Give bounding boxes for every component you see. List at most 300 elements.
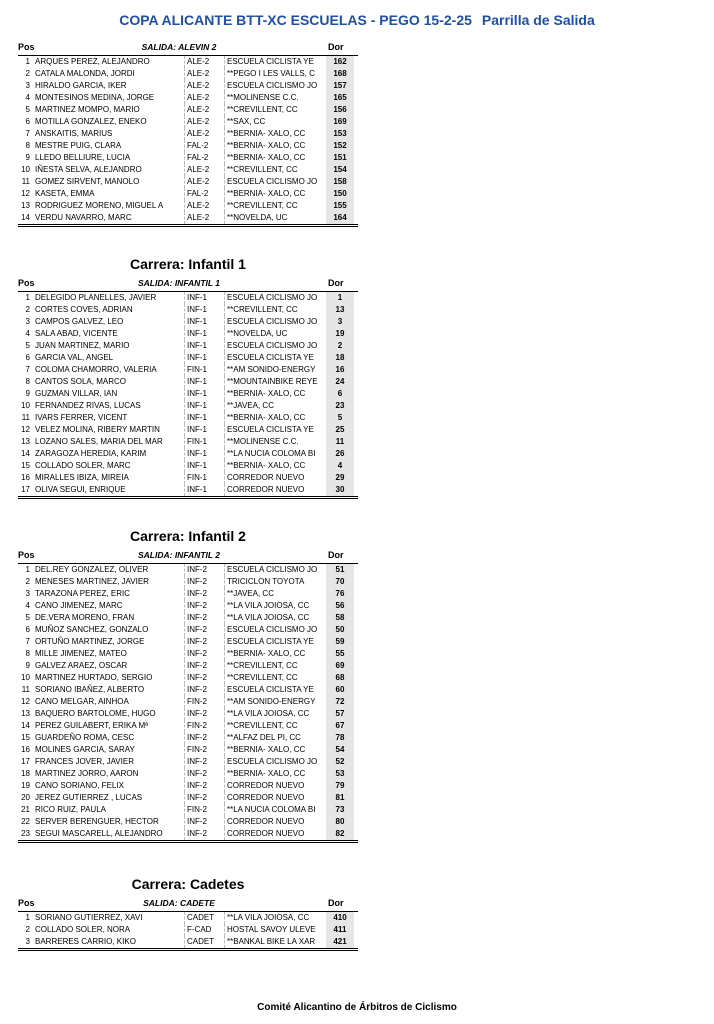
rider-name: MUÑOZ SANCHEZ, GONZALO <box>35 625 149 634</box>
rider-category: INF-1 <box>184 328 223 340</box>
rider-name: CANTOS SOLA, MARCO <box>35 377 126 386</box>
row-position: 17 <box>21 485 30 494</box>
rider-category: INF-2 <box>184 600 223 612</box>
table-row <box>18 176 358 188</box>
rider-name: ANSKAITIS, MARIUS <box>35 129 113 138</box>
bib-number: 151 <box>326 152 354 164</box>
rider-club: **CREVILLENT, CC <box>224 200 325 212</box>
rider-name: MOTILLA GONZALEZ, ENEKO <box>35 117 147 126</box>
rider-category: FAL-2 <box>184 188 223 200</box>
table-row <box>18 56 358 68</box>
row-position: 11 <box>21 413 30 422</box>
rider-name: CATALA MALONDA, JORDI <box>35 69 135 78</box>
bib-number: 82 <box>326 828 354 840</box>
bib-number: 69 <box>326 660 354 672</box>
rider-name: GUZMAN VILLAR, IAN <box>35 389 118 398</box>
row-position: 1 <box>25 565 30 574</box>
rider-category: INF-1 <box>184 424 223 436</box>
rider-name: OLIVA SEGUI, ENRIQUE <box>35 485 126 494</box>
bib-number: 410 <box>326 912 354 924</box>
rider-club: **BANKAL BIKE LA XAR <box>224 936 325 948</box>
rider-name: CANO MELGAR, AINHOA <box>35 697 129 706</box>
table-row <box>18 400 358 412</box>
row-position: 14 <box>21 721 30 730</box>
rider-club: **BERNIA- XALO, CC <box>224 188 325 200</box>
rider-category: ALE-2 <box>184 68 223 80</box>
bib-number: 50 <box>326 624 354 636</box>
bib-number: 52 <box>326 756 354 768</box>
rider-category: INF-2 <box>184 732 223 744</box>
row-position: 10 <box>21 401 30 410</box>
bib-number: 26 <box>326 448 354 460</box>
rider-category: INF-1 <box>184 304 223 316</box>
rider-category: FIN-2 <box>184 696 223 708</box>
table-row <box>18 816 358 828</box>
section-header-row <box>18 898 358 910</box>
row-position: 10 <box>21 165 30 174</box>
row-position: 13 <box>21 437 30 446</box>
bib-number: 67 <box>326 720 354 732</box>
table-row <box>18 304 358 316</box>
race-heading: Carrera: Infantil 2 <box>130 528 246 544</box>
rider-name: GALVEZ ARAEZ, OSCAR <box>35 661 128 670</box>
salida-label: SALIDA: CADETE <box>143 898 215 908</box>
row-position: 11 <box>21 685 30 694</box>
rider-name: GUARDEÑO ROMA, CESC <box>35 733 135 742</box>
table-row <box>18 448 358 460</box>
table-row <box>18 104 358 116</box>
bib-number: 11 <box>326 436 354 448</box>
rider-club: **BERNIA- XALO, CC <box>224 140 325 152</box>
rider-name: BARRERES CARRIO, KIKO <box>35 937 136 946</box>
table-row <box>18 292 358 304</box>
rider-category: INF-2 <box>184 756 223 768</box>
rider-club: CORREDOR NUEVO <box>224 484 325 496</box>
table-row <box>18 768 358 780</box>
rider-category: INF-2 <box>184 588 223 600</box>
table-row <box>18 660 358 672</box>
rider-category: ALE-2 <box>184 116 223 128</box>
table-row <box>18 696 358 708</box>
bib-number: 24 <box>326 376 354 388</box>
rider-club: **ALFAZ DEL PI, CC <box>224 732 325 744</box>
pos-column-header: Pos <box>18 278 35 288</box>
rider-category: INF-2 <box>184 576 223 588</box>
results-table <box>18 563 358 843</box>
rider-category: INF-1 <box>184 388 223 400</box>
rider-name: CAMPOS GALVEZ, LEO <box>35 317 124 326</box>
rider-name: KASETA, EMMA <box>35 189 95 198</box>
bib-number: 23 <box>326 400 354 412</box>
rider-name: MONTESINOS MEDINA, JORGE <box>35 93 155 102</box>
rider-category: INF-2 <box>184 816 223 828</box>
rider-club: ESCUELA CICLISTA YE <box>224 636 325 648</box>
table-row <box>18 412 358 424</box>
rider-club: CORREDOR NUEVO <box>224 816 325 828</box>
row-position: 14 <box>21 449 30 458</box>
rider-name: LOZANO SALES, MARIA DEL MAR <box>35 437 163 446</box>
rider-name: COLOMA CHAMORRO, VALERIA <box>35 365 157 374</box>
bib-number: 57 <box>326 708 354 720</box>
bib-number: 3 <box>326 316 354 328</box>
rider-club: **BERNIA- XALO, CC <box>224 152 325 164</box>
bib-number: 25 <box>326 424 354 436</box>
rider-name: JUAN MARTINEZ, MARIO <box>35 341 130 350</box>
rider-club: ESCUELA CICLISMO JO <box>224 624 325 636</box>
bib-number: 30 <box>326 484 354 496</box>
table-row <box>18 152 358 164</box>
row-position: 7 <box>25 637 30 646</box>
table-row <box>18 80 358 92</box>
rider-name: HIRALDO GARCIA, IKER <box>35 81 127 90</box>
row-position: 3 <box>25 937 30 946</box>
rider-club: TRICICLON TOYOTA <box>224 576 325 588</box>
rider-club: **BERNIA- XALO, CC <box>224 460 325 472</box>
rider-name: SERVER BERENGUER, HECTOR <box>35 817 159 826</box>
salida-label: SALIDA: ALEVIN 2 <box>141 42 217 52</box>
row-position: 2 <box>25 925 30 934</box>
row-position: 13 <box>21 201 30 210</box>
rider-club: ESCUELA CICLISMO JO <box>224 80 325 92</box>
rider-club: CORREDOR NUEVO <box>224 472 325 484</box>
rider-club: **NOVELDA, UC <box>224 212 325 224</box>
row-position: 12 <box>21 425 30 434</box>
rider-club: **MOLINENSE C.C. <box>224 436 325 448</box>
dor-column-header: Dor <box>328 42 344 52</box>
bib-number: 4 <box>326 460 354 472</box>
salida-label: SALIDA: INFANTIL 2 <box>137 550 220 560</box>
pos-column-header: Pos <box>18 550 35 560</box>
row-position: 23 <box>21 829 30 838</box>
rider-category: INF-1 <box>184 340 223 352</box>
rider-category: ALE-2 <box>184 80 223 92</box>
table-row <box>18 364 358 376</box>
rider-category: ALE-2 <box>184 92 223 104</box>
row-position: 2 <box>25 577 30 586</box>
rider-category: INF-2 <box>184 768 223 780</box>
rider-name: MIRALLES IBIZA, MIREIA <box>35 473 129 482</box>
rider-name: SALA ABAD, VICENTE <box>35 329 118 338</box>
rider-category: INF-2 <box>184 780 223 792</box>
rider-club: **BERNIA- XALO, CC <box>224 128 325 140</box>
table-row <box>18 352 358 364</box>
rider-club: ESCUELA CICLISMO JO <box>224 176 325 188</box>
rider-name: MARTINEZ JORRO, AARON <box>35 769 139 778</box>
rider-category: INF-2 <box>184 624 223 636</box>
rider-category: INF-1 <box>184 376 223 388</box>
rider-category: INF-2 <box>184 564 223 576</box>
table-row <box>18 924 358 936</box>
rider-name: GARCIA VAL, ANGEL <box>35 353 114 362</box>
rider-club: **CREVILLENT, CC <box>224 660 325 672</box>
table-row <box>18 804 358 816</box>
table-row <box>18 188 358 200</box>
row-position: 6 <box>25 353 30 362</box>
rider-name: DELEGIDO PLANELLES, JAVIER <box>35 293 157 302</box>
section-header-row <box>18 550 358 562</box>
row-position: 8 <box>25 141 30 150</box>
rider-name: FERNANDEZ RIVAS, LUCAS <box>35 401 141 410</box>
bib-number: 2 <box>326 340 354 352</box>
rider-category: FIN-1 <box>184 472 223 484</box>
bib-number: 169 <box>326 116 354 128</box>
table-row <box>18 780 358 792</box>
rider-name: VERDU NAVARRO, MARC <box>35 213 132 222</box>
race-heading: Carrera: Cadetes <box>131 876 245 892</box>
pos-column-header: Pos <box>18 898 35 908</box>
row-position: 3 <box>25 589 30 598</box>
rider-category: FIN-1 <box>184 364 223 376</box>
bib-number: 54 <box>326 744 354 756</box>
rider-name: JEREZ GUTIERREZ , LUCAS <box>35 793 143 802</box>
bib-number: 80 <box>326 816 354 828</box>
rider-club: **BERNIA- XALO, CC <box>224 648 325 660</box>
row-position: 3 <box>25 317 30 326</box>
bib-number: 157 <box>326 80 354 92</box>
table-row <box>18 588 358 600</box>
row-position: 1 <box>25 913 30 922</box>
rider-category: INF-2 <box>184 636 223 648</box>
section-header-row <box>18 278 358 290</box>
bib-number: 152 <box>326 140 354 152</box>
bib-number: 162 <box>326 56 354 68</box>
rider-category: INF-2 <box>184 648 223 660</box>
rider-name: CANO JIMENEZ, MARC <box>35 601 123 610</box>
rider-club: **BERNIA- XALO, CC <box>224 768 325 780</box>
rider-club: **SAX, CC <box>224 116 325 128</box>
results-table <box>18 55 358 227</box>
rider-name: BAQUERO BARTOLOME, HUGO <box>35 709 156 718</box>
row-position: 1 <box>25 57 30 66</box>
rider-name: LLEDO BELLIURE, LUCIA <box>35 153 131 162</box>
table-row <box>18 140 358 152</box>
row-position: 16 <box>21 473 30 482</box>
rider-club: ESCUELA CICLISTA YE <box>224 352 325 364</box>
bib-number: 155 <box>326 200 354 212</box>
rider-name: IÑESTA SELVA, ALEJANDRO <box>35 165 142 174</box>
rider-name: DEL.REY GONZALEZ, OLIVER <box>35 565 149 574</box>
bib-number: 411 <box>326 924 354 936</box>
dor-column-header: Dor <box>328 278 344 288</box>
bib-number: 78 <box>326 732 354 744</box>
rider-club: ESCUELA CICLISMO JO <box>224 340 325 352</box>
rider-club: **MOLINENSE C.C. <box>224 92 325 104</box>
row-position: 9 <box>25 389 30 398</box>
table-row <box>18 68 358 80</box>
bib-number: 158 <box>326 176 354 188</box>
rider-category: INF-2 <box>184 684 223 696</box>
row-position: 6 <box>25 625 30 634</box>
row-position: 8 <box>25 649 30 658</box>
rider-category: FAL-2 <box>184 140 223 152</box>
rider-category: INF-1 <box>184 412 223 424</box>
rider-category: INF-2 <box>184 660 223 672</box>
rider-club: **BERNIA- XALO, CC <box>224 412 325 424</box>
bib-number: 81 <box>326 792 354 804</box>
row-position: 17 <box>21 757 30 766</box>
bib-number: 16 <box>326 364 354 376</box>
rider-club: **MOUNTAINBIKE REYE <box>224 376 325 388</box>
row-position: 21 <box>21 805 30 814</box>
rider-category: ALE-2 <box>184 164 223 176</box>
row-position: 7 <box>25 365 30 374</box>
rider-name: DE.VERA MORENO, FRAN <box>35 613 135 622</box>
rider-category: CADET <box>184 936 223 948</box>
row-position: 9 <box>25 661 30 670</box>
bib-number: 73 <box>326 804 354 816</box>
rider-club: ESCUELA CICLISTA YE <box>224 684 325 696</box>
row-position: 1 <box>25 293 30 302</box>
row-position: 5 <box>25 105 30 114</box>
rider-name: CORTES COVES, ADRIAN <box>35 305 133 314</box>
rider-category: INF-1 <box>184 292 223 304</box>
row-position: 4 <box>25 601 30 610</box>
bib-number: 55 <box>326 648 354 660</box>
bib-number: 153 <box>326 128 354 140</box>
pos-column-header: Pos <box>18 42 35 52</box>
row-position: 8 <box>25 377 30 386</box>
table-row <box>18 460 358 472</box>
bib-number: 19 <box>326 328 354 340</box>
rider-name: SEGUI MASCARELL, ALEJANDRO <box>35 829 163 838</box>
footer-organization: Comité Alicantino de Árbitros de Ciclismo <box>257 1002 457 1013</box>
row-position: 5 <box>25 341 30 350</box>
rider-name: MILLE JIMENEZ, MATEO <box>35 649 127 658</box>
table-row <box>18 672 358 684</box>
rider-club: ESCUELA CICLISMO JO <box>224 756 325 768</box>
salida-label: SALIDA: INFANTIL 1 <box>137 278 220 288</box>
rider-club: **AM SONIDO-ENERGY <box>224 364 325 376</box>
rider-club: **AM SONIDO-ENERGY <box>224 696 325 708</box>
rider-name: RODRIGUEZ MORENO, MIGUEL A <box>35 201 164 210</box>
rider-category: INF-2 <box>184 828 223 840</box>
results-table <box>18 911 358 951</box>
table-row <box>18 92 358 104</box>
row-position: 18 <box>21 769 30 778</box>
rider-club: **LA VILA JOIOSA, CC <box>224 912 325 924</box>
rider-category: ALE-2 <box>184 104 223 116</box>
row-position: 2 <box>25 69 30 78</box>
rider-category: FIN-2 <box>184 720 223 732</box>
rider-club: **LA NUCIA COLOMA BI <box>224 448 325 460</box>
rider-name: MARTINEZ MOMPO, MARIO <box>35 105 140 114</box>
bib-number: 59 <box>326 636 354 648</box>
bib-number: 6 <box>326 388 354 400</box>
results-table <box>18 291 358 499</box>
row-position: 16 <box>21 745 30 754</box>
rider-name: ARQUES PEREZ, ALEJANDRO <box>35 57 150 66</box>
table-row <box>18 792 358 804</box>
bib-number: 156 <box>326 104 354 116</box>
rider-category: FIN-2 <box>184 744 223 756</box>
row-position: 12 <box>21 697 30 706</box>
rider-club: ESCUELA CICLISMO JO <box>224 564 325 576</box>
rider-category: ALE-2 <box>184 56 223 68</box>
table-row <box>18 340 358 352</box>
table-row <box>18 744 358 756</box>
rider-club: **PEGO I LES VALLS, C <box>224 68 325 80</box>
row-position: 5 <box>25 613 30 622</box>
bib-number: 58 <box>326 612 354 624</box>
table-row <box>18 576 358 588</box>
table-row <box>18 684 358 696</box>
dor-column-header: Dor <box>328 550 344 560</box>
row-position: 9 <box>25 153 30 162</box>
rider-name: FRANCES JOVER, JAVIER <box>35 757 134 766</box>
row-position: 11 <box>21 177 30 186</box>
row-position: 20 <box>21 793 30 802</box>
rider-name: MENESES MARTINEZ, JAVIER <box>35 577 149 586</box>
rider-category: F-CAD <box>184 924 223 936</box>
rider-name: MOLINES GARCIA, SARAY <box>35 745 135 754</box>
rider-category: INF-2 <box>184 612 223 624</box>
bib-number: 164 <box>326 212 354 224</box>
rider-category: ALE-2 <box>184 176 223 188</box>
race-heading: Carrera: Infantil 1 <box>130 256 246 272</box>
row-position: 22 <box>21 817 30 826</box>
table-row <box>18 936 358 948</box>
rider-club: **CREVILLENT, CC <box>224 164 325 176</box>
rider-category: INF-2 <box>184 672 223 684</box>
rider-name: COLLADO SOLER, NORA <box>35 925 131 934</box>
table-row <box>18 732 358 744</box>
table-row <box>18 436 358 448</box>
rider-category: INF-2 <box>184 792 223 804</box>
rider-club: HOSTAL SAVOY ULEVE <box>224 924 325 936</box>
rider-category: INF-1 <box>184 316 223 328</box>
table-row <box>18 636 358 648</box>
table-row <box>18 720 358 732</box>
rider-category: ALE-2 <box>184 128 223 140</box>
bib-number: 70 <box>326 576 354 588</box>
document-title-main: COPA ALICANTE BTT-XC ESCUELAS - PEGO 15-2-25 <box>119 12 472 28</box>
rider-club: **CREVILLENT, CC <box>224 720 325 732</box>
rider-club: CORREDOR NUEVO <box>224 780 325 792</box>
row-position: 10 <box>21 673 30 682</box>
rider-category: INF-1 <box>184 352 223 364</box>
rider-club: **CREVILLENT, CC <box>224 672 325 684</box>
rider-name: CANO SORIANO, FELIX <box>35 781 124 790</box>
bib-number: 60 <box>326 684 354 696</box>
dor-column-header: Dor <box>328 898 344 908</box>
bib-number: 51 <box>326 564 354 576</box>
bib-number: 1 <box>326 292 354 304</box>
bib-number: 168 <box>326 68 354 80</box>
document-title-subtitle: Parrilla de Salida <box>481 12 595 28</box>
rider-club: ESCUELA CICLISMO JO <box>224 316 325 328</box>
rider-category: ALE-2 <box>184 212 223 224</box>
table-row <box>18 424 358 436</box>
row-position: 3 <box>25 81 30 90</box>
bib-number: 150 <box>326 188 354 200</box>
rider-name: COLLADO SOLER, MARC <box>35 461 131 470</box>
rider-club: **JAVEA, CC <box>224 400 325 412</box>
rider-name: ORTUÑO MARTINEZ, JORGE <box>35 637 145 646</box>
bib-number: 165 <box>326 92 354 104</box>
bib-number: 68 <box>326 672 354 684</box>
rider-club: **LA VILA JOIOSA, CC <box>224 612 325 624</box>
rider-category: INF-1 <box>184 448 223 460</box>
table-row <box>18 116 358 128</box>
rider-category: INF-1 <box>184 460 223 472</box>
table-row <box>18 912 358 924</box>
rider-category: INF-1 <box>184 400 223 412</box>
rider-name: PEREZ GUILABERT, ERIKA Mª <box>35 721 149 730</box>
rider-category: FAL-2 <box>184 152 223 164</box>
table-row <box>18 828 358 840</box>
table-row <box>18 648 358 660</box>
rider-club: CORREDOR NUEVO <box>224 792 325 804</box>
